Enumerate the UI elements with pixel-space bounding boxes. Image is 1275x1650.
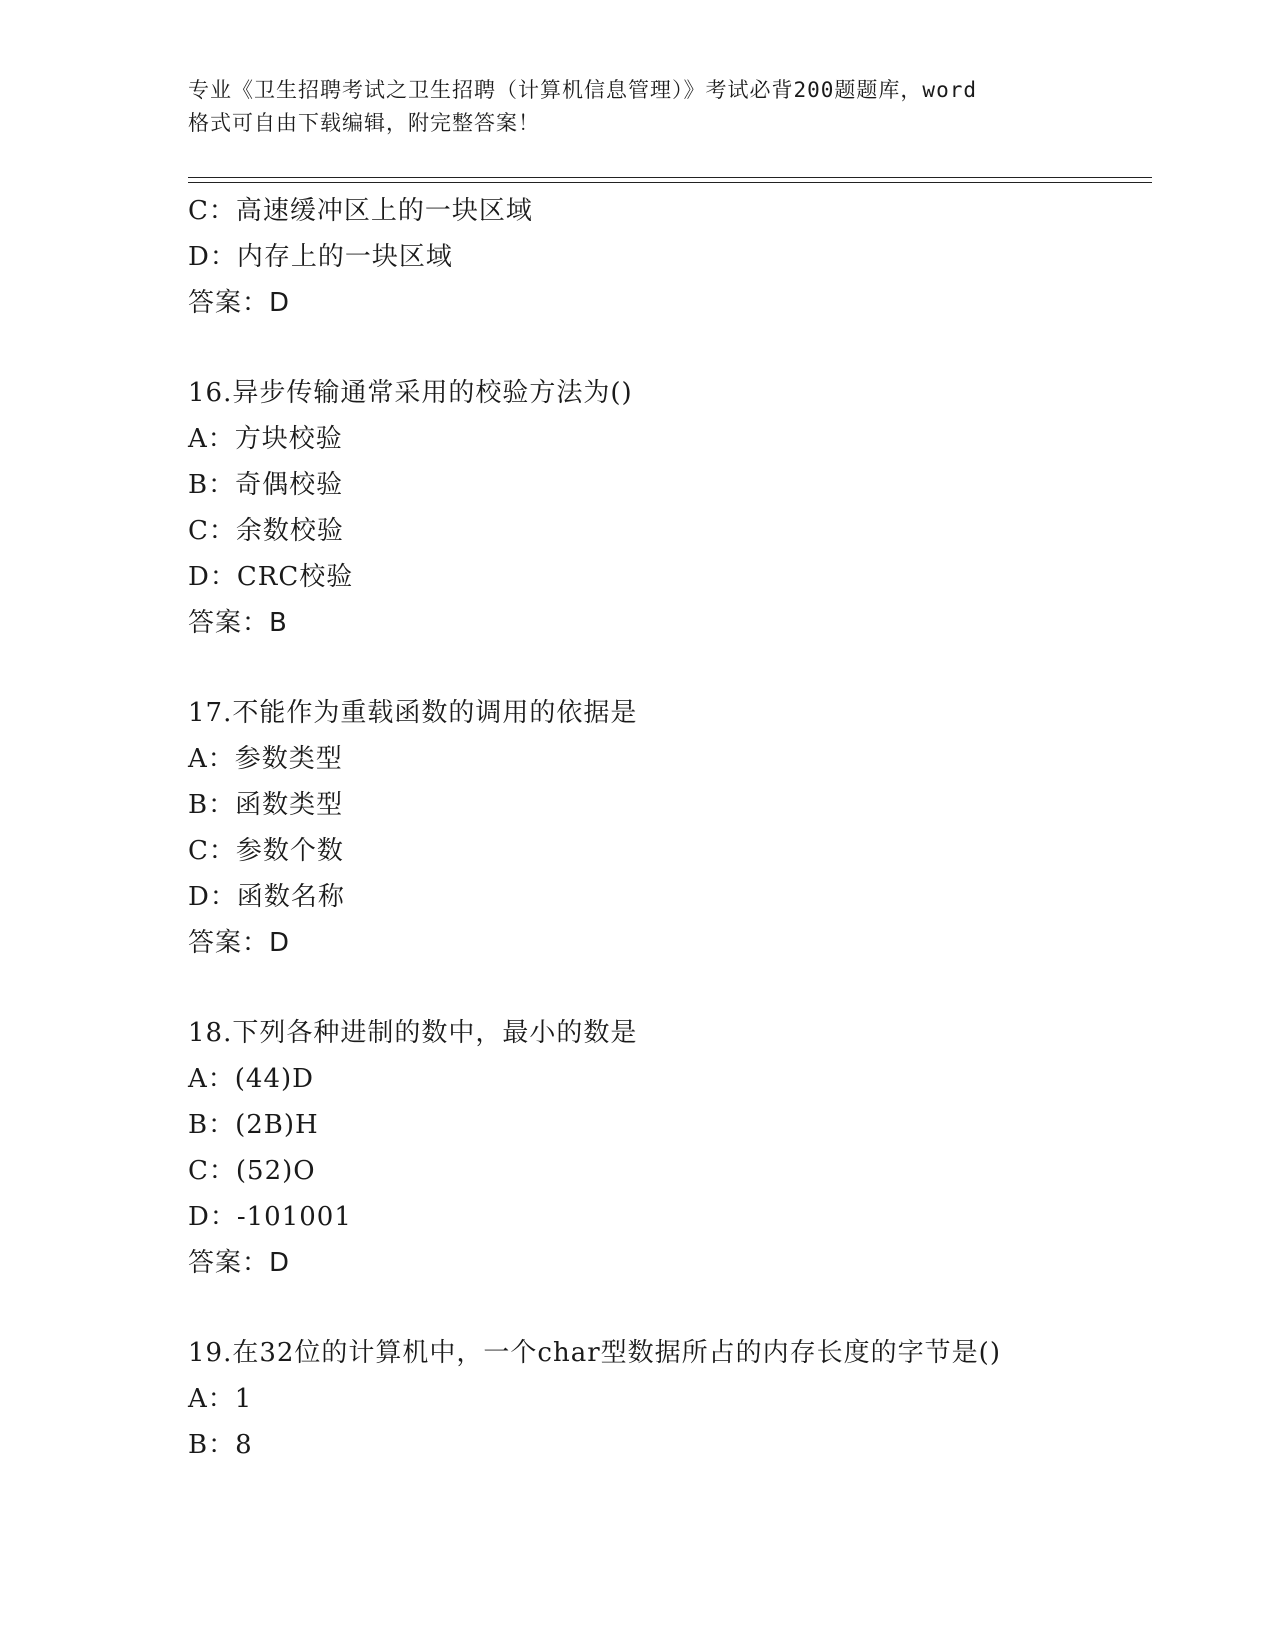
option-d: D：CRC校验: [188, 562, 354, 592]
option-d: D：函数名称: [188, 882, 345, 912]
answer-label: 答案：D: [188, 928, 291, 958]
answer-label: 答案：B: [188, 608, 288, 638]
header-line-1: 专业《卫生招聘考试之卫生招聘（计算机信息管理）》考试必背200题题库，word: [188, 78, 977, 102]
spacer: [188, 1286, 1152, 1330]
option-a: A：(44)D: [188, 1064, 314, 1094]
question-text: 17.不能作为重载函数的调用的依据是: [188, 698, 638, 728]
question-text: 19.在32位的计算机中，一个char型数据所占的内存长度的字节是(): [188, 1338, 1001, 1368]
answer-label: 答案：D: [188, 288, 291, 318]
header-line-2: 格式可自由下载编辑，附完整答案！: [188, 111, 540, 135]
option-a: A：方块校验: [188, 424, 343, 454]
answer-label: 答案：D: [188, 1248, 291, 1278]
option-c: C：(52)O: [188, 1156, 316, 1186]
spacer: [188, 646, 1152, 690]
option-b: B：奇偶校验: [188, 470, 344, 500]
question-block-19: [188, 1330, 1152, 1468]
question-text: 18.下列各种进制的数中，最小的数是: [188, 1018, 638, 1048]
option-a: A：1: [188, 1384, 253, 1414]
header-divider-top: [188, 177, 1152, 178]
question-block-18: [188, 1010, 1152, 1286]
spacer: [188, 966, 1152, 1010]
question-list: [188, 188, 1152, 1468]
option-b: B：(2B)H: [188, 1110, 319, 1140]
option-a: A：参数类型: [188, 744, 343, 774]
option-c: C：参数个数: [188, 836, 344, 866]
option-d: D：内存上的一块区域: [188, 242, 453, 272]
option-c: C：高速缓冲区上的一块区域: [188, 196, 533, 226]
question-text: 16.异步传输通常采用的校验方法为(): [188, 378, 633, 408]
option-b: B：函数类型: [188, 790, 344, 820]
question-block-16: [188, 370, 1152, 646]
option-d: D：-101001: [188, 1202, 352, 1232]
option-c: C：余数校验: [188, 516, 344, 546]
document-header: [188, 74, 1088, 140]
spacer: [188, 326, 1152, 370]
header-divider-bottom: [188, 182, 1152, 183]
question-block-15: [188, 188, 1152, 326]
question-block-17: [188, 690, 1152, 966]
option-b: B：8: [188, 1430, 253, 1460]
